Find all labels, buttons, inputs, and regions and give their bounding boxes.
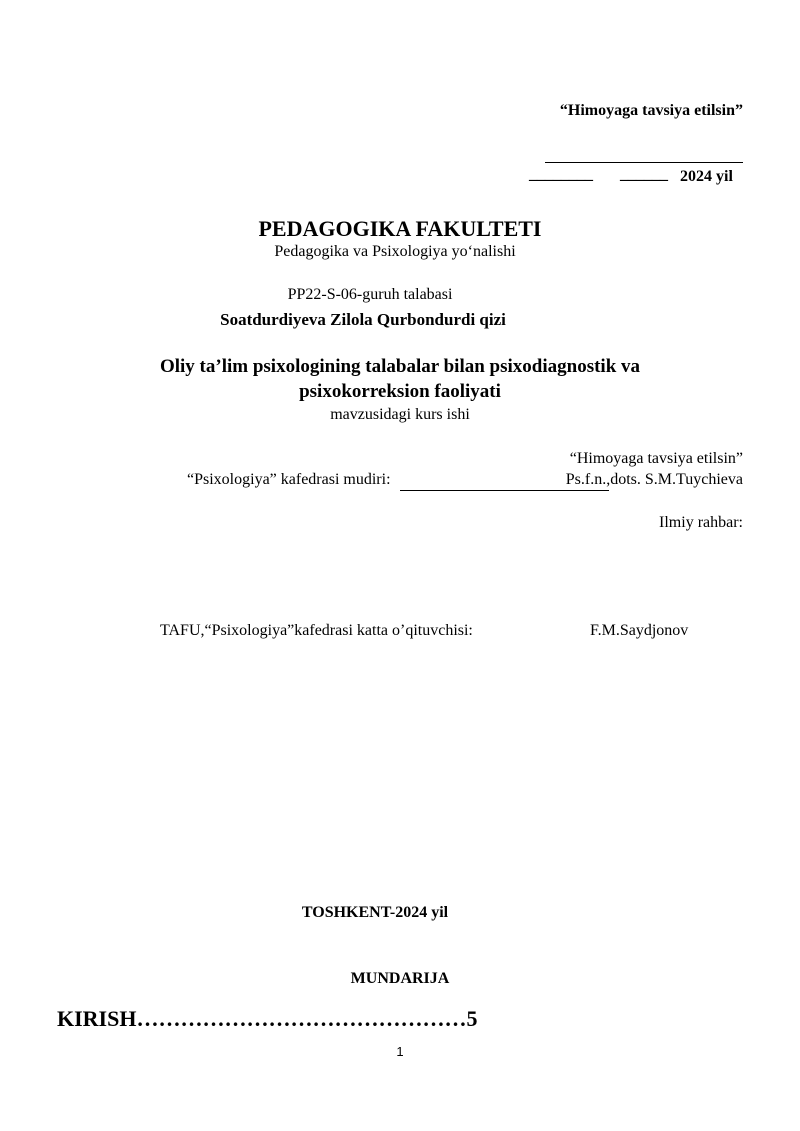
date-blank-day: ________ bbox=[529, 166, 593, 183]
topic-subtitle: mavzusidagi kurs ishi bbox=[330, 406, 470, 423]
student-name: Soatdurdiyeva Zilola Qurbondurdi qizi bbox=[220, 310, 506, 329]
date-blank-month: ______ bbox=[620, 166, 668, 183]
topic-line-1: Oliy ta’lim psixologining talabalar bilan psixodiagnostik va bbox=[159, 356, 641, 377]
department-head-name: Ps.f.n.,dots. S.M.Tuychieva bbox=[565, 471, 743, 488]
city-year: TOSHKENT-2024 yil bbox=[301, 904, 449, 921]
page-number: 1 bbox=[396, 1044, 404, 1059]
department-head-label: “Psixologiya” kafedrasi mudiri: bbox=[187, 471, 391, 488]
supervisor-label: Ilmiy rahbar: bbox=[659, 514, 743, 531]
contents-entry-kirish: KIRISH………………………………………5 bbox=[57, 1006, 478, 1031]
faculty-title: PEDAGOGIKA FAKULTETI bbox=[258, 216, 542, 241]
signature-line bbox=[545, 162, 743, 163]
department-signature-line bbox=[400, 490, 609, 491]
contents-title: MUNDARIJA bbox=[350, 970, 450, 987]
topic-line-2: psixokorreksion faoliyati bbox=[299, 381, 501, 402]
student-group: PP22-S-06-guruh talabasi bbox=[287, 286, 453, 303]
approval-heading: “Himoyaga tavsiya etilsin” bbox=[559, 102, 743, 119]
direction-line: Pedagogika va Psixologiya yo‘nalishi bbox=[274, 243, 516, 260]
supervisor-name: F.M.Saydjonov bbox=[590, 622, 689, 639]
supervisor-position: TAFU,“Psixologiya”kafedrasi katta o’qituvchisi: bbox=[160, 622, 473, 639]
department-approval-heading: “Himoyaga tavsiya etilsin” bbox=[569, 450, 743, 467]
approval-year: 2024 yil bbox=[680, 168, 733, 185]
